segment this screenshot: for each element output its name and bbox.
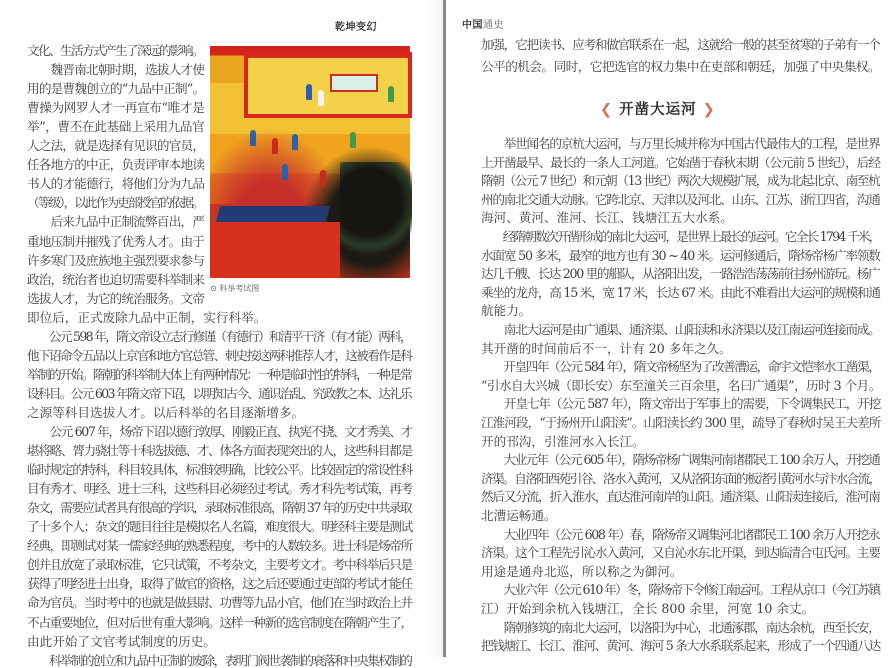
illustration-figure [250,130,256,146]
text-line: 重地压制并摧残了优秀人才。由于 [27,233,205,249]
text-line: 济渠。自洛阳西苑引谷、洛水入黄河，又从洛阳东面的板渚引黄河水与汴水合流， [481,470,880,486]
text-line: 由此开始了文官考试制度的历史。 [27,633,216,649]
text-line: 隋朝（公元 7 世纪）和元朝（13 世纪）两次大规模扩展，成为北起北京、南至杭 [481,173,880,189]
illustration-figure [282,164,288,180]
text-line: （等级），以此作为吏部授官的依据。 [27,195,203,211]
illustration-desk [330,74,378,92]
illustration-figure [292,134,298,150]
illustration-hall [244,52,412,118]
text-line: 后来九品中正制流弊百出，严 [27,214,205,230]
text-line: 即位后，正式废除九品中正制，实行科举。 [27,309,267,325]
text-line: 文化、生活方式产生了深远的影响。 [27,43,203,58]
text-line: 政治，统治者也迫切需要科举制来 [27,271,205,287]
text-line: 不占重要地位，但对后世有重大影响。这样一种新的选官制度在隋朝产生了， [27,614,412,630]
figure-caption: ⊙ 科举考试图 [210,284,260,293]
text-line: 达几千艘、长达 200 里的船队，从洛阳出发，一路浩浩荡荡前往扬州游玩。杨广 [481,266,880,282]
text-line: 任各地方的中正，负责评审本地读 [27,157,205,173]
text-line: 南北大运河是由广通渠、通济渠、山阳渎和永济渠以及江南运河连接而成。 [481,322,880,337]
text-line: 科举制的创立和九品中正制的废除，表明门阀世袭制的衰落和中央集权制的 [27,652,412,668]
text-line: 然后又分流，折入淮水，直达淮河南岸的山阳。通济渠、山阳渎连接后，淮河南 [481,489,880,505]
text-line: 公平的机会。同时，它把选官的权力集中在吏部和朝廷，加强了中央集权。 [481,59,881,74]
text-line: 江）开始到余杭入钱塘江，全长 800 余里，河宽 10 余丈。 [481,601,815,616]
text-line: 之源等科目选拔人才。以后科举的名目逐渐增多。 [27,404,305,420]
right-page [446,0,890,657]
imperial-exam-illustration [210,46,410,278]
text-line: 杂文，需要应试者具有很高的学识，录取标准很高，隋朝 37 年的历史中共录取 [27,500,412,516]
text-line: 举制的开始。隋朝的科举制大体上有两种情况：一种是临时性的特科，一种是常 [27,366,412,382]
illustration-figure [318,90,324,106]
running-head-light: 通史 [483,20,504,31]
text-line: 许多寒门及庶族地主强烈要求参与 [27,252,205,268]
text-line: 魏晋南北朝时期，选拔人才使 [27,62,205,78]
illustration-figure [388,86,394,102]
text-line: 隋朝修筑的南北大运河，以洛阳为中心，北通涿郡，南达余杭，西至长安， [481,619,880,635]
illustration-roof [216,206,330,222]
illustration-figure [306,84,312,100]
text-line: 举世闻名的京杭大运河，与万里长城并称为中国古代最伟大的工程，是世界 [481,136,880,151]
text-line: 创并且放宽了录取标准，它只试策，不考杂文，主要考文才。考中科举后只是 [27,557,412,573]
text-line: 他下诏命令五品以上京官和地方官总管、刺史按这两科推荐人才，这被看作是科 [27,347,412,363]
text-line: 曹操为网罗人才一再宣布“唯才是 [27,100,205,116]
left-page [0,0,423,668]
illustration-figure [272,138,278,154]
text-line: 开皇七年（公元 587 年），隋文帝出于军事上的需要，下令调集民工，开挖 [481,396,881,412]
running-head-left: 乾坤变幻 [335,22,377,33]
text-line: 设科目。公元 603 年隋文帝下诏，以明知古今、通识治乱、究政教之本、达礼乐 [27,385,411,401]
text-line: 公元 598 年，隋文帝设立志行修谨（有德行）和清平干济（有才能）两科， [27,328,411,344]
text-line: 堪将略、膂力骁壮等十科选拔德、才、体各方面表现突出的人，这些科目都是 [27,443,412,459]
text-line: 济渠。这个工程先引沁水入黄河，又自沁水东北开渠，到达临清合屯氏河。主要 [481,545,880,561]
text-line: 大业元年（公元 605 年），隋炀帝杨广调集河南诸郡民工 100 余万人，开挖通 [481,452,880,468]
section-title [594,98,722,119]
text-line: 大业四年（公元 608 年）春，隋炀帝又调集河北诸郡民工 100 余万人开挖永 [481,526,880,542]
text-line: 其开凿的时间前后不一，计有 20 多年之久。 [481,340,732,356]
text-line: 用途是通舟北巡，所以称之为御河。 [481,563,683,579]
text-line: 大业六年（公元 610 年）冬，隋炀帝下令修江南运河。工程从京口（今江苏镇 [481,582,880,598]
text-line: 开的邗沟，引淮河水入长江。 [481,433,645,449]
text-line: 目有秀才、明经、进士三科，这些科目必须经过考试。秀才科先考试策，再考 [27,481,412,497]
illustration-figure [350,132,356,148]
text-line: 开皇四年（公元 584 年），隋文帝杨坚为了改善漕运，命宇文恺率水工凿渠， [481,359,880,375]
text-line: 书人的才能德行，将他们分为九品 [27,176,205,192]
illustration-wall [210,222,340,278]
text-line: 公元 607 年，炀帝下诏以德行敦厚、刚毅正直、执宪不挠、文才秀美、才 [27,424,412,439]
text-line: 航能力。 [481,303,532,319]
text-line: 水面宽 50 多米，最窄的地方也有 30 ~ 40 米。运河修通后，隋炀帝杨广率领数 [481,247,880,263]
text-line: 举”，曹丕在此基础上采用九品官 [27,119,205,135]
text-line: 经典，即测试对某一儒家经典的熟悉程度，考中的人数较多。进士科是炀帝所 [27,538,412,554]
text-line: 加强，它把读书、应考和做官联系在一起，这就给一般的甚至贫寒的子弟有一个 [481,37,880,52]
gutter-shade [423,0,443,657]
text-line: 临时规定的特科，科目较具体，标准较明确，比较公平。比较固定的常设性科 [27,462,412,478]
text-line: 北漕运畅通。 [481,508,557,523]
text-line: 人之法，就是选择有见识的官员， [27,138,205,154]
text-line: 获得了明经进士出身，取得了做官的资格，这之后还要通过吏部的考试才能任 [27,576,412,592]
section-title-text: 开凿大运河 [619,101,697,118]
ornament-left-icon: ❮ [600,102,614,118]
text-line: 州的南北交通大动脉。它跨北京、天津以及河北、山东、江苏、浙江四省，沟通 [481,191,880,207]
text-line: “引水自大兴城（即长安）东至潼关三百余里，名曰广通渠”，历时 3 个月。 [481,377,881,393]
ornament-right-icon: ❯ [702,102,716,118]
text-line: 命为官员。当时考中的也就是做县尉、功曹等九品小官，他们在当时政治上并 [27,595,412,611]
illustration-tree [340,162,412,262]
text-line: 了十多个人；杂文的题目往往是模拟名人名篇，难度很大。明经科主要是测试 [27,519,412,535]
running-head-bold: 中国 [462,20,483,31]
text-line: 上开凿最早、最长的一条人工河道。它始凿于春秋末期（公元前 5 世纪），后经 [481,154,880,170]
text-line: 海河、黄河、淮河、长江、钱塘江五大水系。 [481,210,733,226]
text-line: 江淮河段，“于扬州开山阳渎”。山阳渎长约 300 里，疏导了春秋时吴王夫差所 [481,415,881,430]
text-line: 用的是曹魏创立的“九品中正制”。 [27,81,205,97]
text-line: 把钱塘江、长江、淮河、黄河、海河 5 条大水系联系起来，形成了一个四通八达 [481,638,880,654]
illustration-figure [320,170,326,186]
text-line: 选拔人才，为它的统治服务。文帝 [27,290,205,306]
text-line: 经隋朝数次开凿形成的南北大运河，是世界上最长的运河。它全长 1794 千米， [481,229,880,244]
text-line: 乘坐的龙舟，高 15 米，宽 17 米，长达 67 米。由此不难看出大运河的规模和通 [481,284,880,300]
running-head-right [462,16,504,31]
